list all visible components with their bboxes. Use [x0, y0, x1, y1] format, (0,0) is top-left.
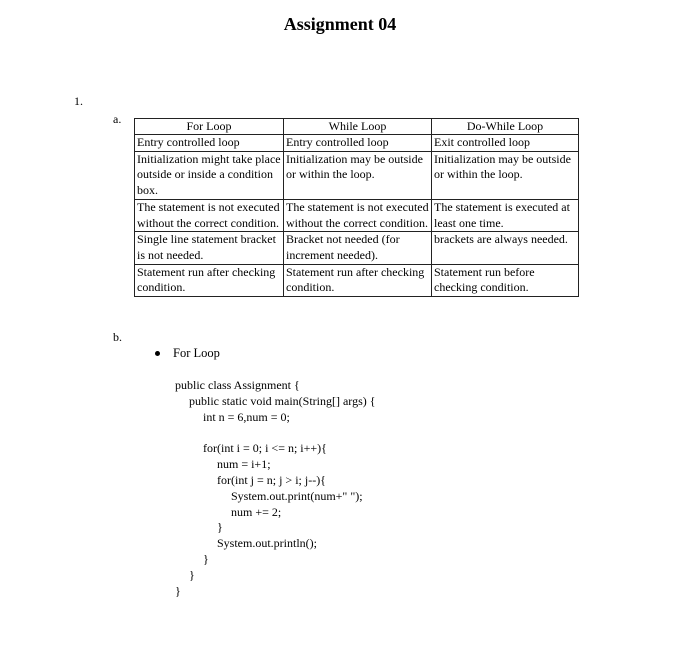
code-line: for(int i = 0; i <= n; i++){ — [203, 441, 327, 455]
table-header-cell: Do-While Loop — [432, 119, 579, 135]
table-cell: The statement is not executed without the correct condition. — [284, 199, 432, 231]
code-line: for(int j = n; j > i; j--){ — [217, 473, 326, 487]
table-cell: Statement run before checking condition. — [432, 264, 579, 296]
code-line: num += 2; — [231, 505, 282, 519]
comparison-table — [134, 118, 579, 297]
page-title: Assignment 04 — [283, 14, 397, 34]
table-cell: Initialization may be outside or within the loop. — [284, 151, 432, 199]
code-line: } — [217, 520, 223, 534]
table-cell: Initialization may be outside or within the loop. — [432, 151, 579, 199]
bullet-label: For Loop — [173, 346, 220, 360]
code-line: int n = 6,num = 0; — [203, 410, 290, 424]
table-cell: Bracket not needed (for increment needed). — [284, 232, 432, 264]
table-header-row — [135, 119, 579, 135]
code-line: } — [203, 552, 209, 566]
table-cell: Entry controlled loop — [284, 135, 432, 152]
table-cell: Initialization might take place outside or inside a condition box. — [135, 151, 284, 199]
table-row — [135, 135, 579, 152]
table-cell: Statement run after checking condition. — [135, 264, 284, 296]
question-number: 1. — [74, 94, 83, 108]
table-cell: Statement run after checking condition. — [284, 264, 432, 296]
table-row — [135, 264, 579, 296]
code-line: } — [189, 568, 195, 582]
table-header-cell: For Loop — [135, 119, 284, 135]
code-line: num = i+1; — [217, 457, 271, 471]
part-b-label: b. — [113, 330, 122, 344]
part-a-label: a. — [113, 112, 122, 126]
table-cell: The statement is not executed without the correct condition. — [135, 199, 284, 231]
table-cell: brackets are always needed. — [432, 232, 579, 264]
code-line: public class Assignment { — [175, 378, 300, 392]
bullet-dot-icon — [155, 351, 160, 356]
table-row — [135, 151, 579, 199]
code-line: public static void main(String[] args) { — [189, 394, 376, 408]
table-row — [135, 232, 579, 264]
code-line: System.out.println(); — [217, 536, 317, 550]
table-cell: Entry controlled loop — [135, 135, 284, 152]
bullet-item — [155, 346, 220, 361]
table-cell: Single line statement bracket is not needed. — [135, 232, 284, 264]
code-line: } — [175, 584, 181, 598]
table-cell: The statement is executed at least one time. — [432, 199, 579, 231]
code-line: System.out.print(num+" "); — [231, 489, 363, 503]
table-header-cell: While Loop — [284, 119, 432, 135]
table-row — [135, 199, 579, 231]
table-cell: Exit controlled loop — [432, 135, 579, 152]
